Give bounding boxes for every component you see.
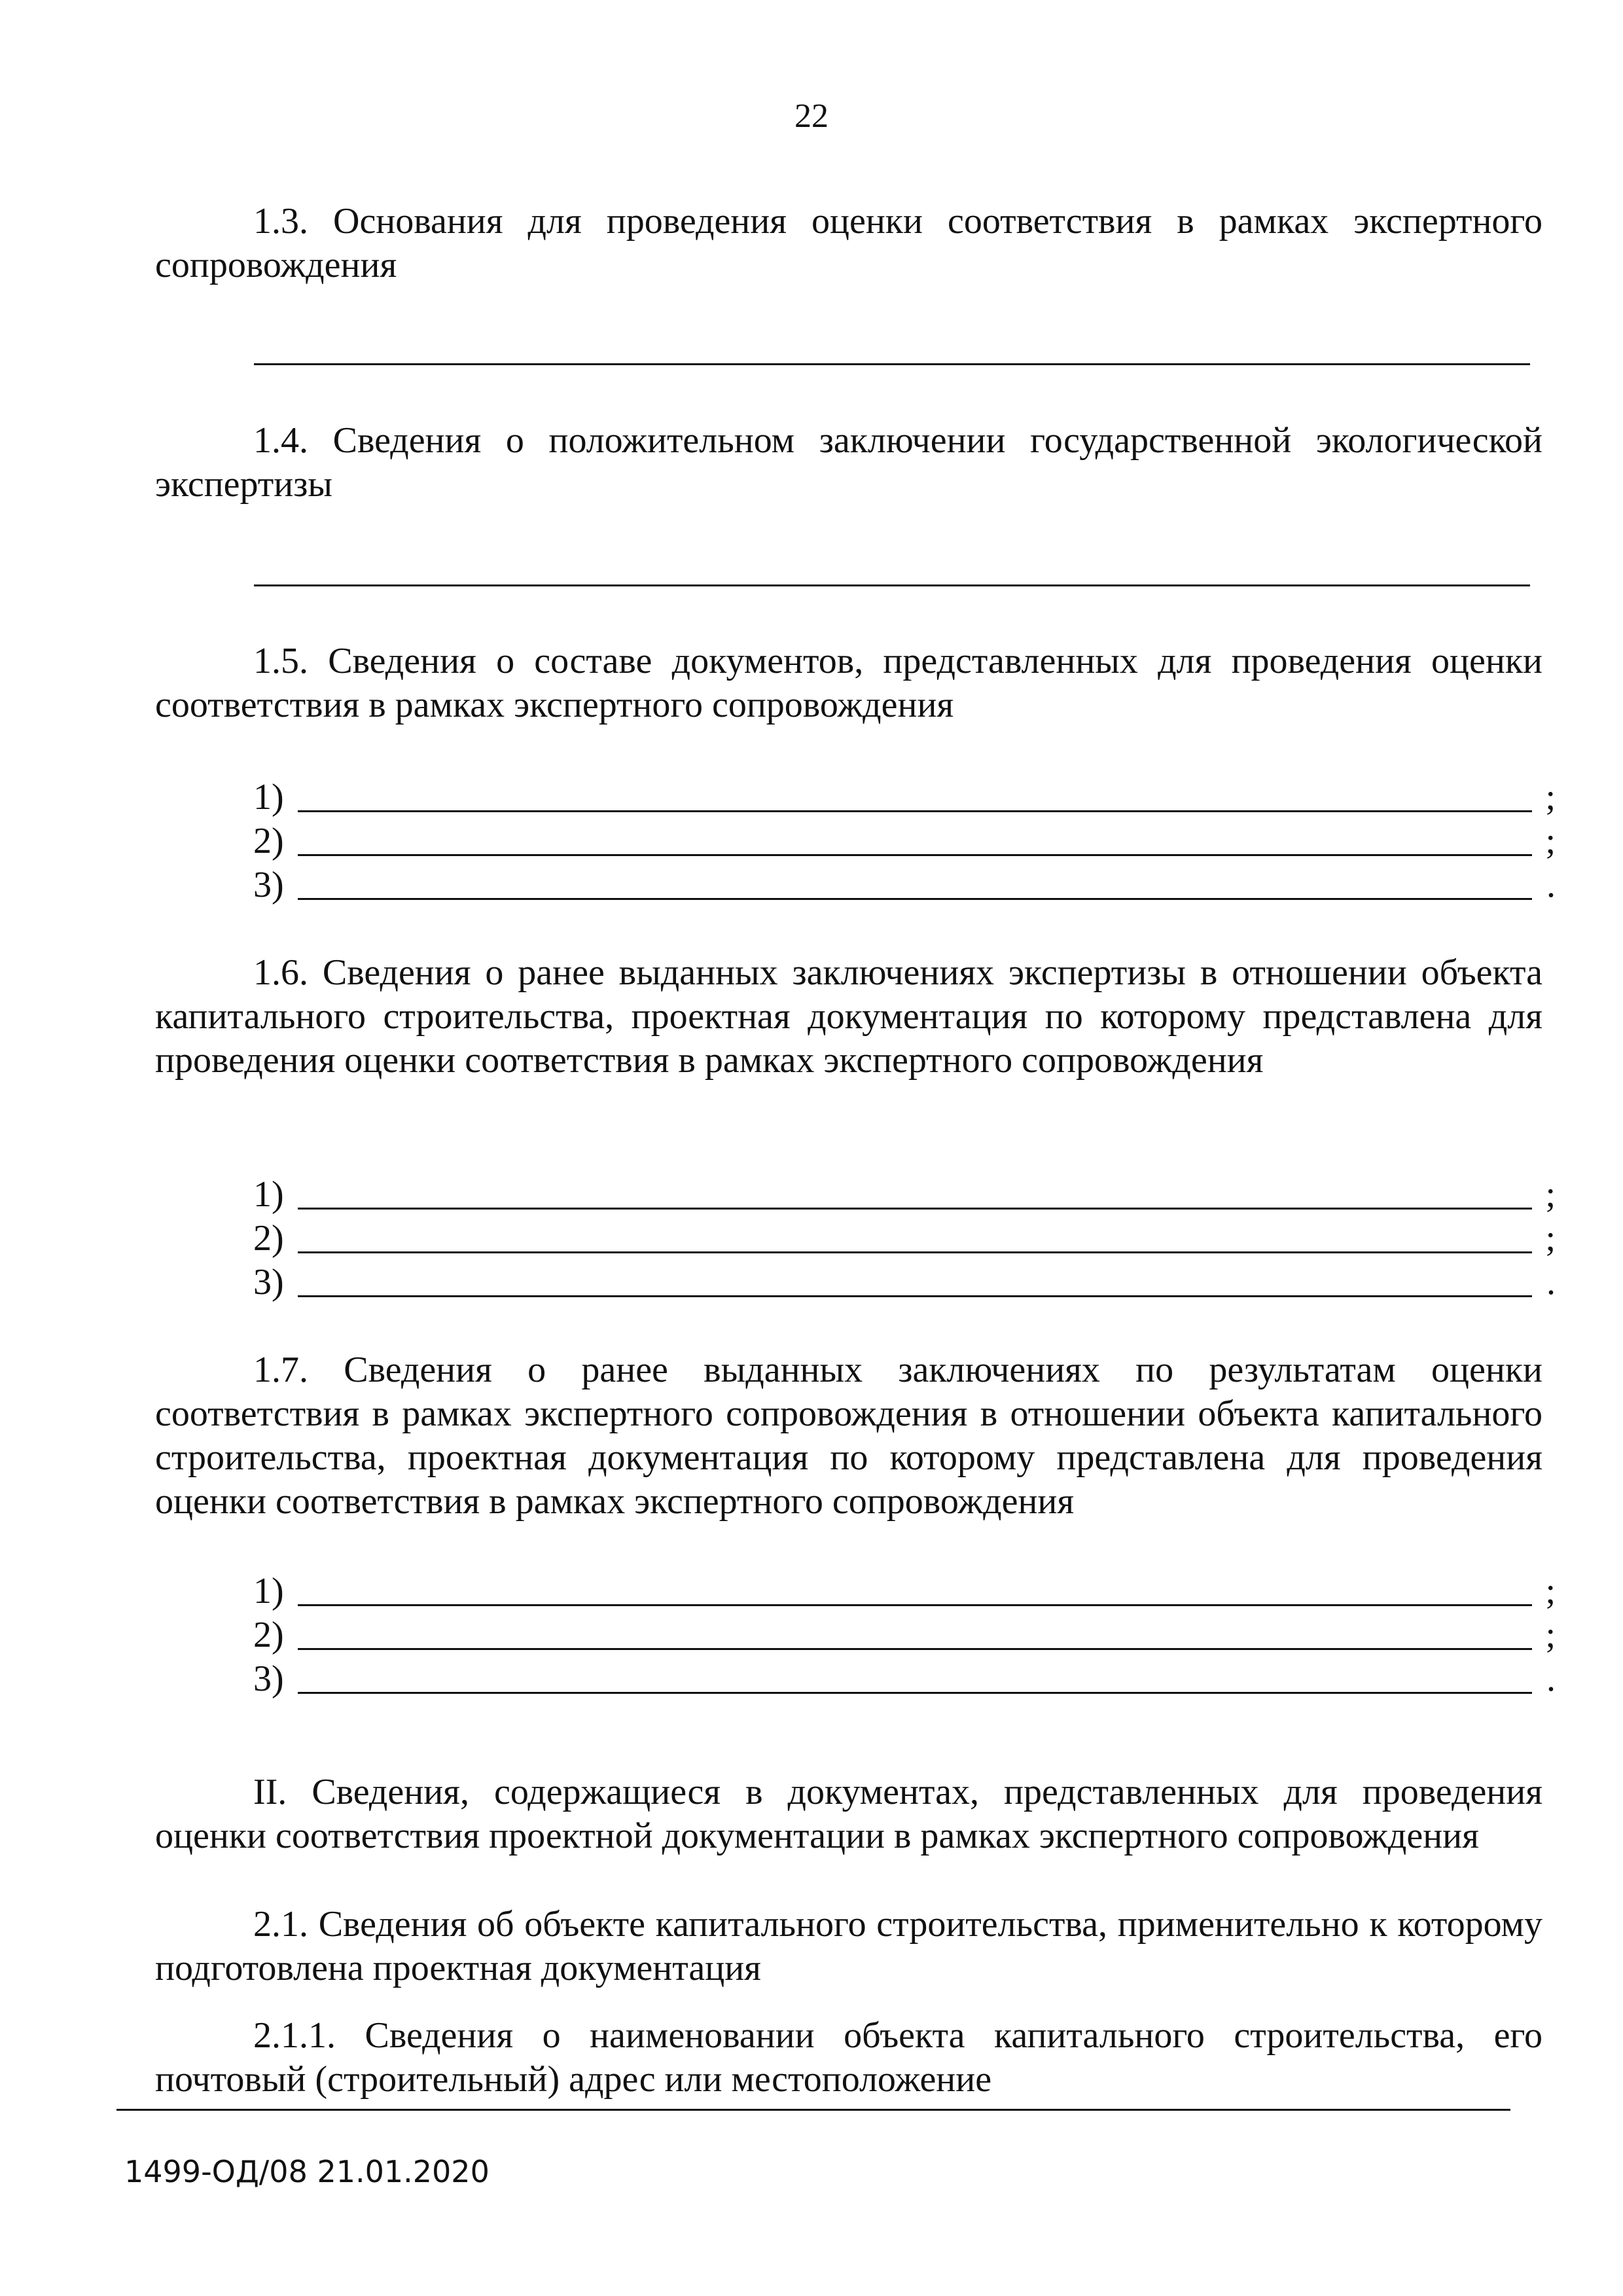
list-number: 1) (253, 1174, 284, 1215)
fill-line (298, 810, 1532, 812)
list-end-mark: . (1546, 1659, 1556, 1699)
fill-line (298, 854, 1532, 856)
fill-line (298, 1648, 1532, 1650)
section-1-5: 1.5. Сведения о составе документов, представленных для проведения оценки соответствия в рамках экспертного сопровождения (155, 641, 1543, 725)
fill-line-1-4 (254, 584, 1530, 586)
list-item-1-6-2 (253, 1217, 1556, 1261)
list-number: 3) (253, 1659, 284, 1699)
list-end-mark: ; (1545, 1218, 1556, 1259)
fill-line (298, 898, 1532, 900)
list-item-1-7-3 (253, 1657, 1556, 1701)
list-number: 2) (253, 1615, 284, 1655)
list-end-mark: . (1546, 1262, 1556, 1302)
fill-line (298, 1692, 1532, 1694)
list-end-mark: . (1546, 865, 1556, 905)
fill-line-1-3 (254, 363, 1530, 365)
fill-line (298, 1208, 1532, 1210)
section-1-7: 1.7. Сведения о ранее выданных заключениях по результатам оценки соответствия в рамках экспертного сопровождения в отношении объекта капитального строительства, проектная документация по которому представлена для проведения оценки соответствия в рамках экспертного сопровождения (155, 1350, 1543, 1522)
list-item-1-6-1 (253, 1173, 1556, 1217)
section-1-3: 1.3. Основания для проведения оценки соответствия в рамках экспертного сопровождения (155, 201, 1543, 285)
list-item-1-7-1 (253, 1570, 1556, 1613)
list-item-1-5-3 (253, 863, 1556, 907)
list-item-1-5-2 (253, 819, 1556, 863)
footer-document-code: 1499-ОД/08 21.01.2020 (124, 2154, 490, 2189)
list-end-mark: ; (1545, 821, 1556, 861)
page-number: 22 (794, 98, 829, 135)
list-end-mark: ; (1545, 1174, 1556, 1215)
fill-line (298, 1604, 1532, 1606)
list-item-1-5-1 (253, 776, 1556, 819)
fill-line (298, 1295, 1532, 1297)
list-number: 1) (253, 777, 284, 817)
list-number: 2) (253, 821, 284, 861)
section-1-4: 1.4. Сведения о положительном заключении государственной экологической экспертизы (155, 420, 1543, 505)
section-2-1: 2.1. Сведения об объекте капитального строительства, применительно к которому подготовлена проектная документация (155, 1904, 1543, 1988)
list-number: 3) (253, 1262, 284, 1302)
list-item-1-7-2 (253, 1613, 1556, 1657)
footer-rule (116, 2109, 1510, 2111)
list-item-1-6-3 (253, 1261, 1556, 1304)
section-2-1-1: 2.1.1. Сведения о наименовании объекта капитального строительства, его почтовый (строительный) адрес или местоположение (155, 2015, 1543, 2100)
list-number: 1) (253, 1571, 284, 1611)
list-end-mark: ; (1545, 1615, 1556, 1655)
list-number: 2) (253, 1218, 284, 1259)
list-end-mark: ; (1545, 777, 1556, 817)
section-1-6: 1.6. Сведения о ранее выданных заключениях экспертизы в отношении объекта капитального строительства, проектная документация по которому представлена для проведения оценки соответствия в рамках экспертного сопровождения (155, 952, 1543, 1081)
section-II-heading: II. Сведения, содержащиеся в документах, представленных для проведения оценки соответствия проектной документации в рамках экспертного сопровождения (155, 1772, 1543, 1856)
fill-line (298, 1251, 1532, 1253)
list-end-mark: ; (1545, 1571, 1556, 1611)
list-number: 3) (253, 865, 284, 905)
